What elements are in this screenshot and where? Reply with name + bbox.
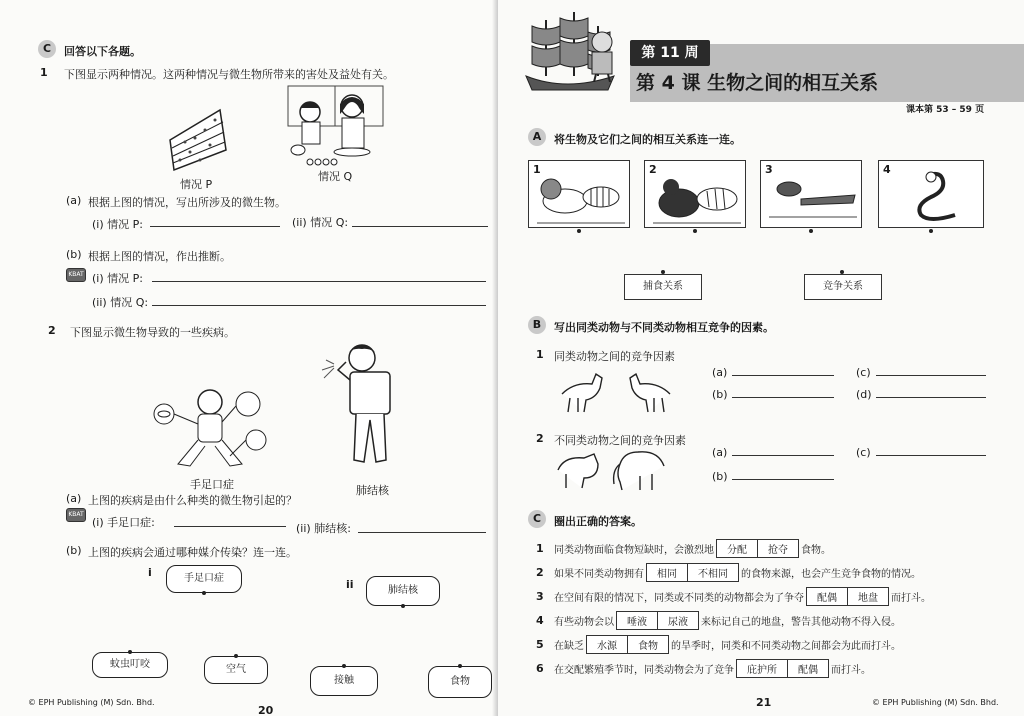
q1a-text: 根据上图的情况，写出所涉及的微生物。 xyxy=(88,196,286,209)
connect-dot[interactable] xyxy=(234,654,238,658)
connect-dot[interactable] xyxy=(693,229,697,233)
q1b-ii-label: (ii) 情况 Q: xyxy=(92,296,149,309)
pirate-animal-illustration xyxy=(584,26,620,82)
lion-zebra-drawing xyxy=(535,169,627,225)
answer-line-b1c[interactable] xyxy=(876,375,986,376)
picture-number: 1 xyxy=(533,163,541,176)
connect-dot[interactable] xyxy=(458,664,462,668)
option-choice[interactable]: 配偶 xyxy=(798,664,818,676)
option-choice[interactable]: 分配 xyxy=(717,540,758,557)
option-choice[interactable]: 庇护所 xyxy=(737,660,788,677)
option-choice[interactable]: 地盘 xyxy=(858,592,878,604)
option-contact[interactable]: 接触 xyxy=(310,666,378,696)
q1b-i-answer-line[interactable] xyxy=(152,281,486,282)
row-text-after: 食物。 xyxy=(801,544,831,556)
picture-snake xyxy=(878,160,984,228)
option-choice[interactable]: 相同 xyxy=(647,564,688,581)
picture-number: 3 xyxy=(765,163,773,176)
section-b-marker: B xyxy=(528,316,546,334)
picture-bear-tiger xyxy=(644,160,746,228)
circle-answer-row xyxy=(536,538,831,558)
q1a-ii-label: (ii) 情况 Q: xyxy=(292,216,349,229)
option-choice[interactable]: 尿液 xyxy=(668,616,688,628)
connect-dot[interactable] xyxy=(128,650,132,654)
row-text-before: 在交配繁殖季节时，同类动物会为了竞争 xyxy=(554,664,734,676)
q2a-tag: (a) xyxy=(66,492,82,505)
q1a-tag: (a) xyxy=(66,194,82,207)
picture-bird-crocodile xyxy=(760,160,862,228)
answer-line-b2c[interactable] xyxy=(876,455,986,456)
option-choice[interactable]: 不相同 xyxy=(698,568,728,580)
tag-a: (a) xyxy=(712,446,728,459)
child-hfmd-illustration xyxy=(150,384,270,474)
page-number: 20 xyxy=(258,704,274,716)
row-text-before: 如果不同类动物拥有 xyxy=(554,568,644,580)
section-b-q1-text: 同类动物之间的竞争因素 xyxy=(554,350,675,363)
connect-dot[interactable] xyxy=(577,229,581,233)
connect-dot[interactable] xyxy=(202,591,206,595)
copyright-footer: © EPH Publishing (M) Sdn. Bhd. xyxy=(28,698,155,707)
option-air[interactable]: 空气 xyxy=(204,656,268,684)
row-text-after: 而打斗。 xyxy=(831,664,871,676)
row-text-after: 来标记自己的地盘，警告其他动物不得入侵。 xyxy=(701,616,901,628)
picture-number: 2 xyxy=(649,163,657,176)
option-insect-bite[interactable]: 蚊虫叮咬 xyxy=(92,652,168,678)
snake-drawing xyxy=(895,167,975,225)
q2a-i-answer-line[interactable] xyxy=(174,526,286,527)
kbat-badge: KBAT xyxy=(66,268,86,282)
q2b-tag: (b) xyxy=(66,544,82,557)
option-pair xyxy=(736,659,829,678)
q2a-ii-answer-line[interactable] xyxy=(358,532,486,533)
section-b-q2-text: 不同类动物之间的竞争因素 xyxy=(554,434,686,447)
circle-answer-row xyxy=(536,586,931,606)
circle-answer-row xyxy=(536,562,921,582)
q1a-i-answer-line[interactable] xyxy=(150,226,280,227)
match-box-hfmd[interactable]: 手足口症 xyxy=(166,565,242,593)
competition-box[interactable]: 竞争关系 xyxy=(804,274,882,300)
connect-dot[interactable] xyxy=(929,229,933,233)
section-c-title: 回答以下各题。 xyxy=(64,45,141,58)
q1b-text: 根据上图的情况，作出推断。 xyxy=(88,250,231,263)
q2-text: 下图显示微生物导致的一些疾病。 xyxy=(70,326,235,339)
q1a-i-label: (i) 情况 P: xyxy=(92,218,143,231)
children-baking-illustration xyxy=(280,84,390,169)
section-c-marker: C xyxy=(38,40,56,58)
option-pair xyxy=(806,587,889,606)
row-text-before: 有些动物会以 xyxy=(554,616,614,628)
section-b-title: 写出同类动物与不同类动物相互竞争的因素。 xyxy=(554,321,774,334)
roman-ii: ii xyxy=(346,578,354,591)
option-food[interactable]: 食物 xyxy=(428,666,492,698)
q1b-ii-answer-line[interactable] xyxy=(152,305,486,306)
option-choice[interactable]: 唾液 xyxy=(617,612,658,629)
tag-b: (b) xyxy=(712,470,728,483)
row-text-after: 的食物来源，也会产生竞争食物的情况。 xyxy=(741,568,921,580)
kbat-badge: KBAT xyxy=(66,508,86,522)
option-pair xyxy=(646,563,739,582)
row-number: 3 xyxy=(536,589,544,603)
section-c-title: 圈出正确的答案。 xyxy=(554,515,642,528)
row-number: 2 xyxy=(536,565,544,579)
left-page xyxy=(0,0,506,716)
tag-a: (a) xyxy=(712,366,728,379)
tag-c: (c) xyxy=(856,446,871,459)
connect-dot[interactable] xyxy=(809,229,813,233)
picture-lion-zebra xyxy=(528,160,630,228)
row-text-after: 而打斗。 xyxy=(891,592,931,604)
label-hfmd: 手足口症 xyxy=(190,478,234,491)
row-number: 6 xyxy=(536,661,544,675)
connect-dot[interactable] xyxy=(342,664,346,668)
moldy-cake-illustration xyxy=(160,100,240,175)
section-b-q1-number: 1 xyxy=(536,348,544,361)
option-pair xyxy=(586,635,669,654)
circle-answer-row xyxy=(536,634,901,654)
predation-box[interactable]: 捕食关系 xyxy=(624,274,702,300)
row-text-before: 在空间有限的情况下，同类或不同类的动物都会为了争夺 xyxy=(554,592,804,604)
tag-d: (d) xyxy=(856,388,872,401)
q2a-text: 上图的疾病是由什么种类的微生物引起的？ xyxy=(88,494,297,507)
match-box-tb[interactable]: 肺结核 xyxy=(366,576,440,606)
option-choice[interactable]: 配偶 xyxy=(807,588,848,605)
label-situation-p: 情况 P xyxy=(180,178,213,191)
section-c-marker: C xyxy=(528,510,546,528)
row-text-before: 同类动物面临食物短缺时，会激烈地 xyxy=(554,544,714,556)
rhino-elephant-illustration xyxy=(554,444,670,494)
answer-line-b1b[interactable] xyxy=(732,397,834,398)
week-label: 第 11 周 xyxy=(630,40,710,66)
q2-number: 2 xyxy=(48,324,56,337)
q2a-i-label: (i) 手足口症: xyxy=(92,516,155,529)
page-number: 21 xyxy=(756,696,772,709)
option-choice[interactable]: 水源 xyxy=(587,636,628,653)
tag-b: (b) xyxy=(712,388,728,401)
lesson-title: 第 4 课 生物之间的相互关系 xyxy=(636,72,879,94)
answer-line-b2a[interactable] xyxy=(732,455,834,456)
section-b-q2-number: 2 xyxy=(536,432,544,445)
option-choice[interactable]: 食物 xyxy=(638,640,658,652)
coughing-man-illustration xyxy=(320,340,420,470)
bird-crocodile-drawing xyxy=(767,169,859,225)
label-tb: 肺结核 xyxy=(356,484,389,497)
row-number: 1 xyxy=(536,541,544,555)
answer-line-b1d[interactable] xyxy=(876,397,986,398)
copyright-footer: © EPH Publishing (M) Sdn. Bhd. xyxy=(872,698,999,707)
two-dogs-fighting-illustration xyxy=(556,364,676,416)
textbook-ref: 课本第 53 – 59 页 xyxy=(906,105,985,115)
option-pair xyxy=(616,611,699,630)
q2b-text: 上图的疾病会通过哪种媒介传染？连一连。 xyxy=(88,546,297,559)
section-a-marker: A xyxy=(528,128,546,146)
q2a-ii-label: (ii) 肺结核: xyxy=(296,522,351,535)
answer-line-b1a[interactable] xyxy=(732,375,834,376)
answer-line-b2b[interactable] xyxy=(732,479,834,480)
connect-dot[interactable] xyxy=(401,604,405,608)
option-pair xyxy=(716,539,799,558)
q1-number: 1 xyxy=(40,66,48,79)
tag-c: (c) xyxy=(856,366,871,379)
q1-text: 下图显示两种情况。这两种情况与微生物所带来的害处及益处有关。 xyxy=(64,68,394,81)
circle-answer-row xyxy=(536,658,871,678)
row-text-before: 在缺乏 xyxy=(554,640,584,652)
row-text-after: 的旱季时，同类和不同类动物之间都会为此而打斗。 xyxy=(671,640,901,652)
option-choice[interactable]: 抢夺 xyxy=(768,544,788,556)
circle-answer-row xyxy=(536,610,901,630)
roman-i: i xyxy=(148,566,152,579)
q1b-tag: (b) xyxy=(66,248,82,261)
bear-tiger-drawing xyxy=(651,169,743,225)
right-page xyxy=(498,0,1024,716)
row-number: 4 xyxy=(536,613,544,627)
label-situation-q: 情况 Q xyxy=(318,170,353,183)
q1b-i-label: (i) 情况 P: xyxy=(92,272,143,285)
section-a-title: 将生物及它们之间的相互关系连一连。 xyxy=(554,133,741,146)
q1a-ii-answer-line[interactable] xyxy=(352,226,488,227)
row-number: 5 xyxy=(536,637,544,651)
picture-number: 4 xyxy=(883,163,891,176)
